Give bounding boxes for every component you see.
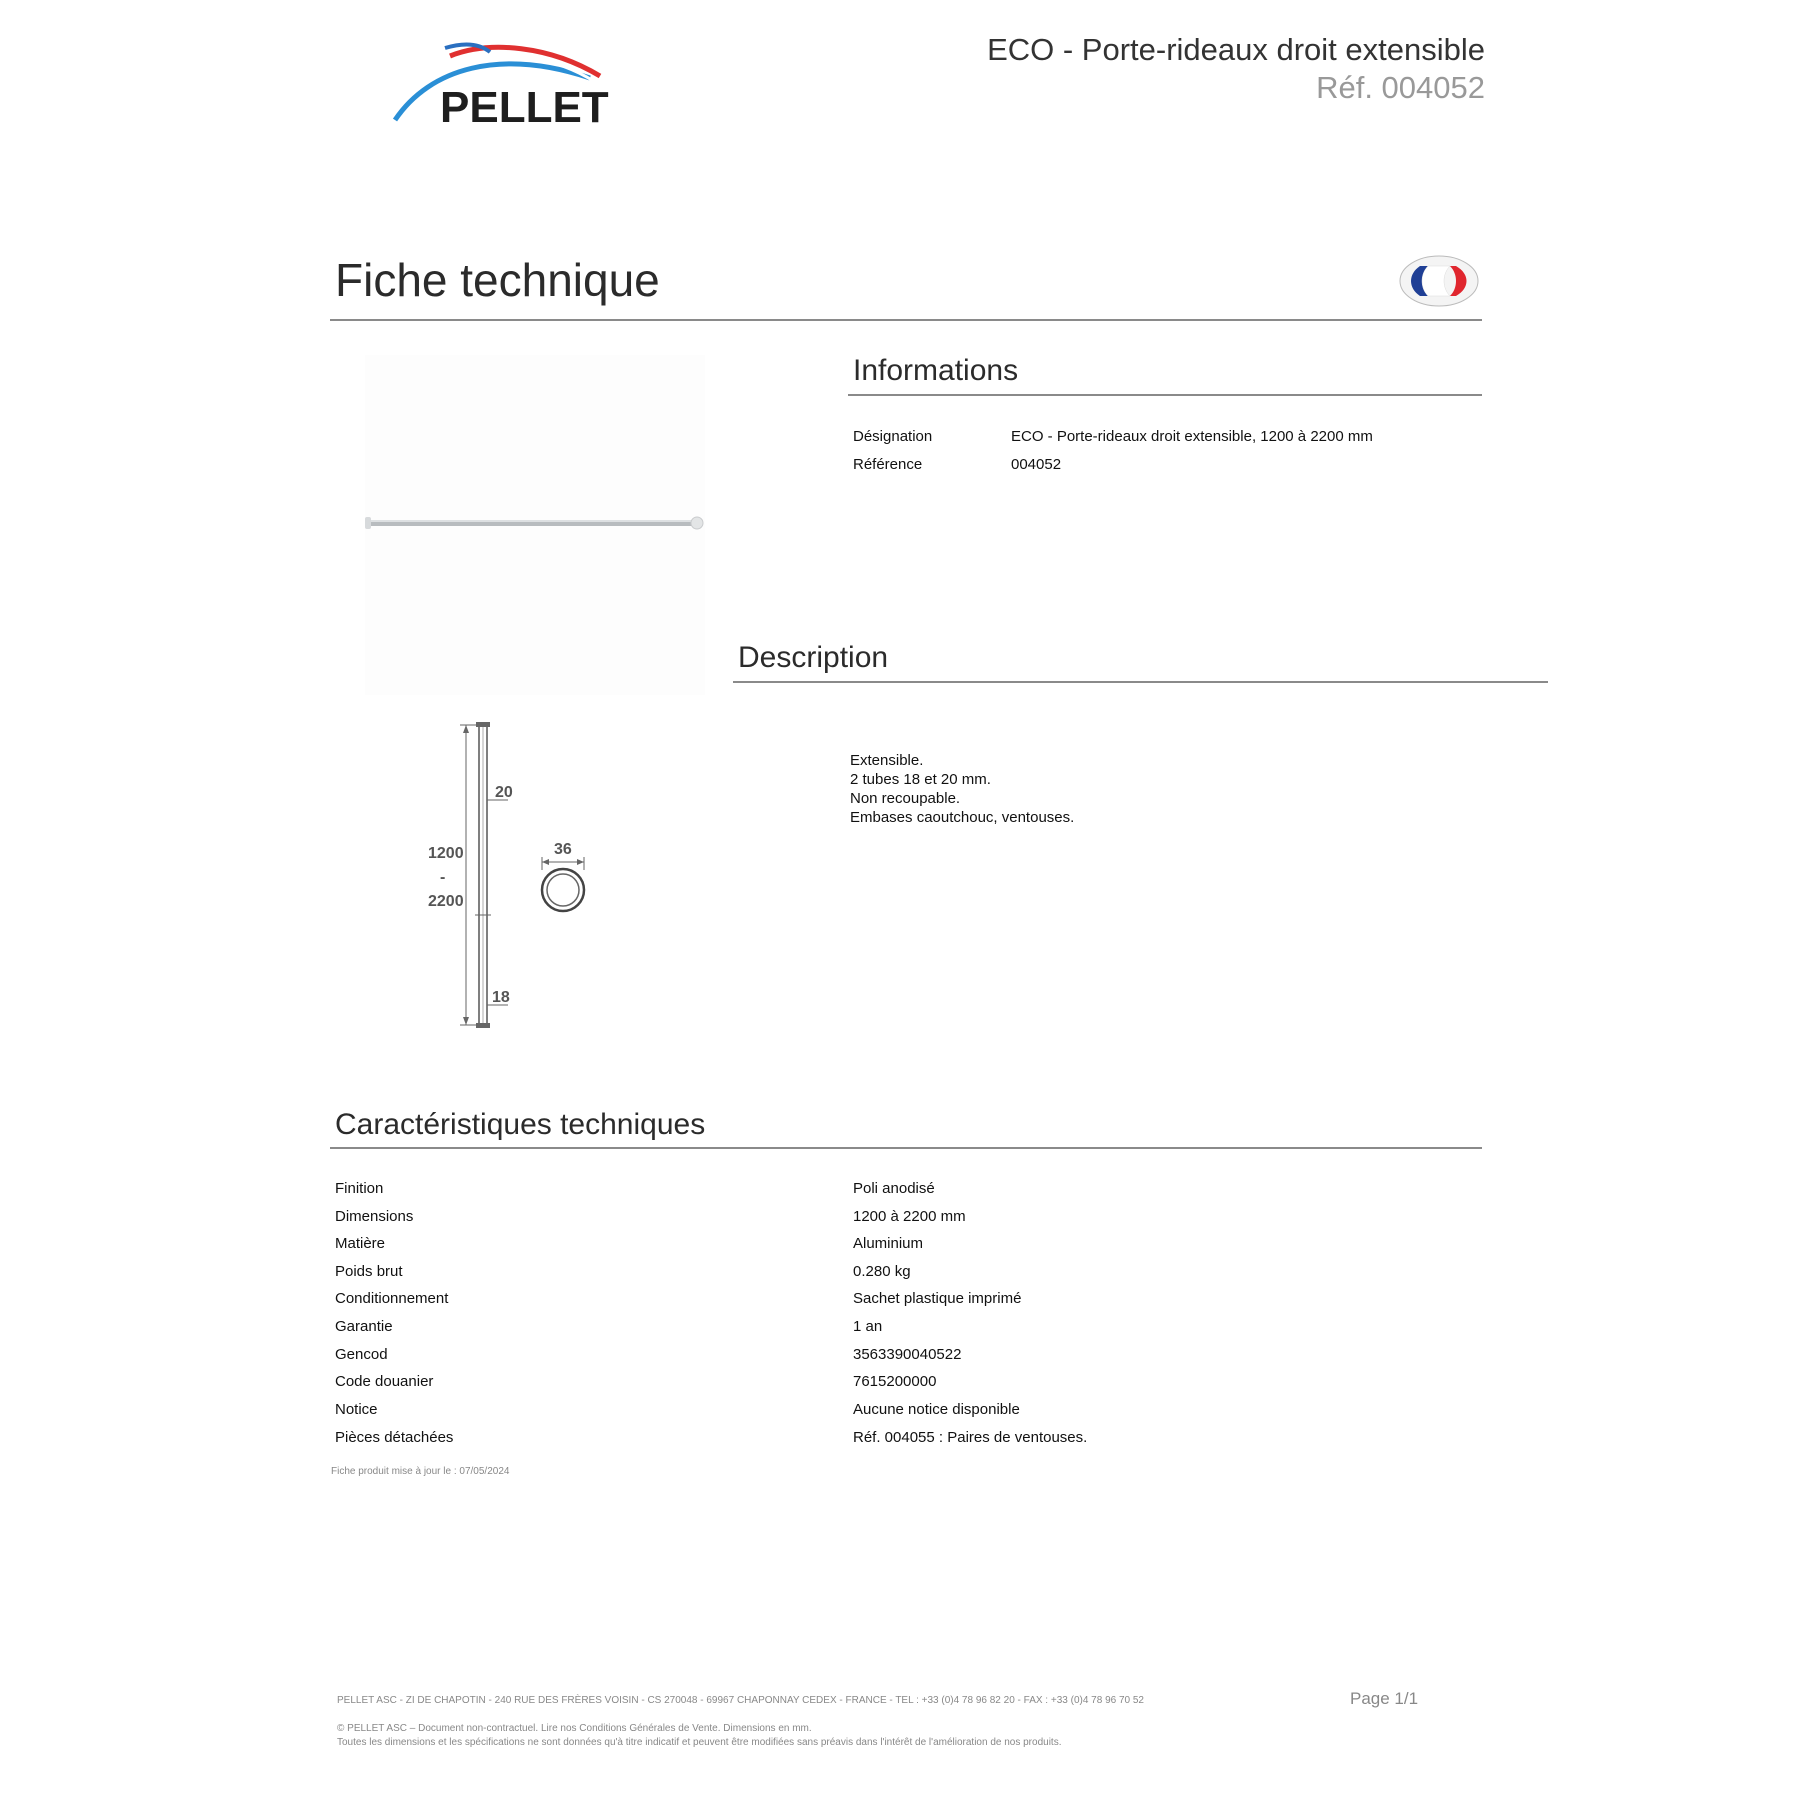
document-reference: Réf. 004052 bbox=[1316, 70, 1485, 105]
tube-top-label: 20 bbox=[495, 784, 513, 801]
specs-heading: Caractéristiques techniques bbox=[335, 1108, 706, 1141]
footer-disclaimer: Toutes les dimensions et les spécifications ne sont données qu'à titre indicatif et peuvent être modifiées sans préavis dans l'intérêt de l'amélioration de nos produits. bbox=[337, 1737, 1062, 1748]
description-divider bbox=[733, 681, 1548, 683]
info-value-reference: 004052 bbox=[1011, 456, 1062, 473]
info-label-reference: Référence bbox=[853, 456, 923, 473]
length-dash: - bbox=[440, 869, 446, 886]
description-line: Extensible. bbox=[850, 752, 924, 769]
logo-text: PELLET bbox=[440, 83, 609, 128]
spec-value-dimensions: 1200 à 2200 mm bbox=[853, 1208, 966, 1225]
description-heading: Description bbox=[738, 641, 889, 674]
spec-label-notice: Notice bbox=[335, 1401, 378, 1418]
description-line: Non recoupable. bbox=[850, 790, 961, 807]
spec-label-dimensions: Dimensions bbox=[335, 1208, 414, 1225]
title-divider bbox=[330, 319, 1482, 321]
spec-value-code-douanier: 7615200000 bbox=[853, 1373, 937, 1390]
fabrication-francaise-badge bbox=[1398, 254, 1480, 308]
pellet-logo bbox=[390, 38, 640, 128]
length-max-label: 2200 bbox=[428, 893, 464, 910]
spec-value-conditionnement: Sachet plastique imprimé bbox=[853, 1290, 1022, 1307]
spec-label-finition: Finition bbox=[335, 1180, 384, 1197]
specs-divider bbox=[330, 1147, 1482, 1149]
spec-label-pieces: Pièces détachées bbox=[335, 1429, 454, 1446]
update-date: Fiche produit mise à jour le : 07/05/2024 bbox=[331, 1466, 510, 1477]
length-min-label: 1200 bbox=[428, 845, 464, 862]
diameter-label: 36 bbox=[554, 841, 572, 858]
spec-value-pieces: Réf. 004055 : Paires de ventouses. bbox=[853, 1429, 1088, 1446]
footer-copyright: © PELLET ASC – Document non-contractuel. Lire nos Conditions Générales de Vente. Dimensions en mm. bbox=[337, 1723, 812, 1734]
spec-label-garantie: Garantie bbox=[335, 1318, 393, 1335]
spec-label-gencod: Gencod bbox=[335, 1346, 388, 1363]
technical-drawing bbox=[420, 720, 610, 1035]
document-title: ECO - Porte-rideaux droit extensible bbox=[987, 32, 1485, 67]
tube-bottom-label: 18 bbox=[492, 989, 510, 1006]
info-value-designation: ECO - Porte-rideaux droit extensible, 1200 à 2200 mm bbox=[1011, 428, 1373, 445]
spec-value-garantie: 1 an bbox=[853, 1318, 883, 1335]
description-line: Embases caoutchouc, ventouses. bbox=[850, 809, 1075, 826]
spec-label-code-douanier: Code douanier bbox=[335, 1373, 434, 1390]
product-photo bbox=[365, 355, 705, 695]
description-line: 2 tubes 18 et 20 mm. bbox=[850, 771, 991, 788]
spec-label-poids: Poids brut bbox=[335, 1263, 403, 1280]
spec-label-conditionnement: Conditionnement bbox=[335, 1290, 449, 1307]
footer-address: PELLET ASC - ZI DE CHAPOTIN - 240 RUE DES FRÈRES VOISIN - CS 270048 - 69967 CHAPONNAY CEDEX - FRANCE - TEL : +33 (0)4 78 96 82 20 - FAX : +33 (0)4 78 96 70 52 bbox=[337, 1695, 1144, 1706]
spec-value-notice: Aucune notice disponible bbox=[853, 1401, 1020, 1418]
spec-value-finition: Poli anodisé bbox=[853, 1180, 935, 1197]
page-title: Fiche technique bbox=[335, 254, 660, 306]
page-number: Page 1/1 bbox=[1350, 1689, 1419, 1708]
info-label-designation: Désignation bbox=[853, 428, 933, 445]
spec-label-matiere: Matière bbox=[335, 1235, 386, 1252]
informations-divider bbox=[848, 394, 1482, 396]
spec-value-gencod: 3563390040522 bbox=[853, 1346, 962, 1363]
informations-heading: Informations bbox=[853, 354, 1019, 387]
spec-value-poids: 0.280 kg bbox=[853, 1263, 911, 1280]
spec-value-matiere: Aluminium bbox=[853, 1235, 924, 1252]
